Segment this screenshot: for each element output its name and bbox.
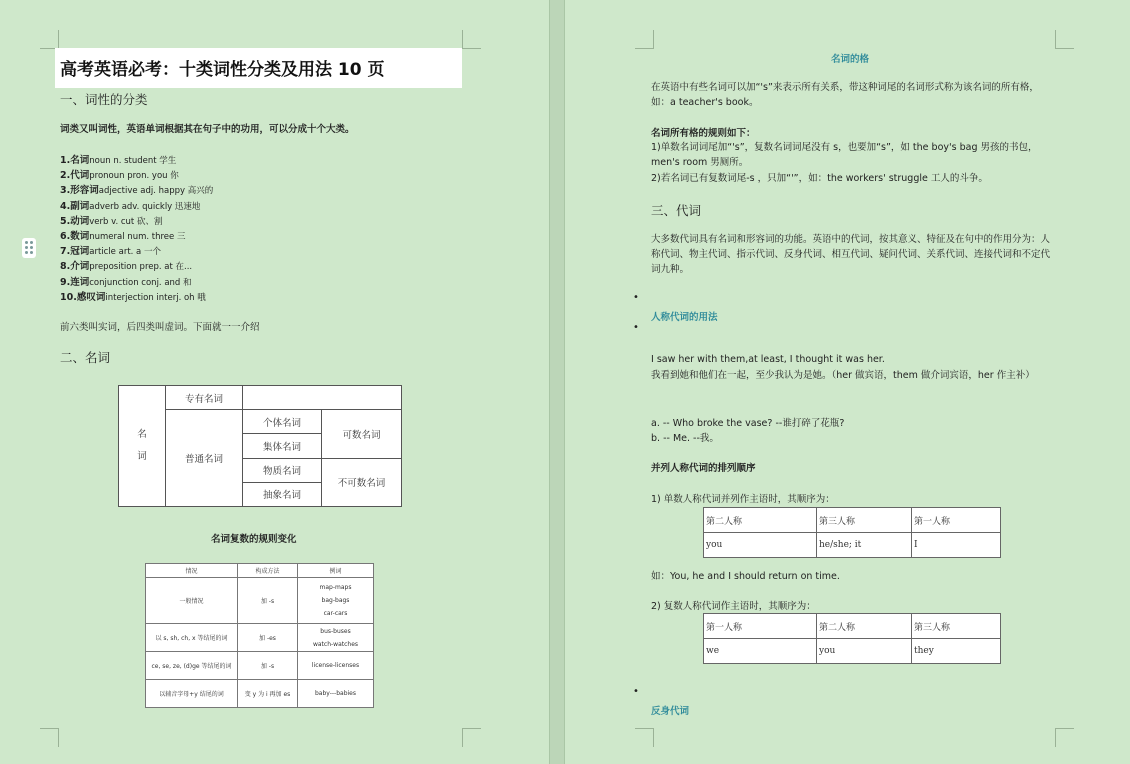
pronoun-paragraph: 大多数代词具有名词和形容词的功能。英语中的代词，按其意义、特征及在句中的作用分为：人称代词、物主代词、指示代词、反身代词、相互代词、疑问代词、关系代词、连接代词和不定代词九种。 xyxy=(651,234,1051,275)
crop-mark xyxy=(40,30,59,49)
possessive-heading: 名词的格 xyxy=(831,54,870,65)
crop-mark xyxy=(1055,728,1074,747)
section-heading: 三、代词 xyxy=(651,203,702,218)
personal-pronoun-heading: 人称代词的用法 xyxy=(651,312,718,323)
bullet: • xyxy=(633,686,639,697)
pos-list-item: 7.冠词article art. a 一个 xyxy=(60,246,161,258)
qa-a: a. -- Who broke the vase? --谁打碎了花瓶? xyxy=(651,418,845,429)
bullet: • xyxy=(633,322,639,333)
table-cell: you xyxy=(817,639,912,664)
left-page xyxy=(0,0,549,764)
order-heading: 并列人称代词的排列顺序 xyxy=(651,463,756,474)
page-gutter xyxy=(549,0,565,764)
table-cell: 第三人称 xyxy=(817,508,912,533)
pos-list-item: 1.名词noun n. student 学生 xyxy=(60,155,177,166)
plural-order-table xyxy=(703,613,1001,664)
proper-noun-cell: 专有名词 xyxy=(166,386,243,410)
drag-handle-icon[interactable] xyxy=(22,238,36,258)
crop-mark xyxy=(1055,30,1074,49)
table-cell: you xyxy=(704,533,817,558)
rules-heading: 名词所有格的规则如下： xyxy=(651,128,756,139)
table-cell: license-licenses xyxy=(298,652,374,680)
table-cell: he/she; it xyxy=(817,533,912,558)
table-cell: they xyxy=(912,639,1001,664)
rule-2: 2)若名词已有复数词尾-s ，只加“'”，如：the workers' struggle 工人的斗争。 xyxy=(651,173,988,184)
noun-classification-table xyxy=(118,385,402,507)
table-header: 情况 xyxy=(146,564,238,578)
qa-b: b. -- Me. --我。 xyxy=(651,433,719,444)
summary-text: 前六类叫实词，后四类叫虚词。下面就一一介绍 xyxy=(60,322,260,333)
crop-mark xyxy=(40,728,59,747)
possessive-paragraph: 在英语中有些名词可以加“'s”来表示所有关系，带这种词尾的名词形式称为该名词的所有格，如：a teacher's book。 xyxy=(651,82,1039,108)
singular-order-table xyxy=(703,507,1001,558)
noun-root-cell: 名 词 xyxy=(119,386,166,507)
table-cell: 加 -es xyxy=(238,624,298,652)
countable-cell: 可数名词 xyxy=(322,410,402,458)
table-cell: bus-buses watch-watches xyxy=(298,624,374,652)
table-cell: 第二人称 xyxy=(817,614,912,639)
section-heading: 一、词性的分类 xyxy=(60,92,148,107)
empty-cell xyxy=(243,386,402,410)
plural-table-title: 名词复数的规则变化 xyxy=(211,534,297,545)
table-header: 例词 xyxy=(298,564,374,578)
singular-example: 如：You, he and I should return on time. xyxy=(651,571,840,582)
plural-label: 2) 复数人称代词作主语时，其顺序为： xyxy=(651,601,816,612)
table-header: 构成方法 xyxy=(238,564,298,578)
example-cn: 我看到她和他们在一起，至少我认为是她。（her 做宾语，them 做介词宾语，her 作主补） xyxy=(651,370,1035,381)
table-cell: baby---babies xyxy=(298,680,374,708)
individual-noun-cell: 个体名词 xyxy=(243,410,322,434)
pos-list-item: 2.代词pronoun pron. you 你 xyxy=(60,170,179,182)
common-noun-cell: 普通名词 xyxy=(166,410,243,507)
table-cell: I xyxy=(912,533,1001,558)
crop-mark xyxy=(635,30,654,49)
table-cell: 第一人称 xyxy=(704,614,817,639)
collective-noun-cell: 集体名词 xyxy=(243,434,322,458)
pos-list-item: 10.感叹词interjection interj. oh 哦 xyxy=(60,291,206,303)
plural-rules-table xyxy=(145,563,374,708)
crop-mark xyxy=(462,30,481,49)
table-cell: 第三人称 xyxy=(912,614,1001,639)
uncountable-cell: 不可数名词 xyxy=(322,458,402,506)
table-cell: map-maps bag-bags car-cars xyxy=(298,578,374,624)
pos-list-item: 3.形容词adjective adj. happy 高兴的 xyxy=(60,185,214,197)
table-cell: 第一人称 xyxy=(912,508,1001,533)
table-cell: we xyxy=(704,639,817,664)
page-title: 高考英语必考：十类词性分类及用法 10 页 xyxy=(60,60,385,80)
intro-text: 词类又叫词性，英语单词根据其在句子中的功用，可以分成十个大类。 xyxy=(60,124,355,135)
crop-mark xyxy=(462,728,481,747)
pos-list-item: 9.连词conjunction conj. and 和 xyxy=(60,276,192,288)
crop-mark xyxy=(635,728,654,747)
singular-label: 1) 单数人称代词并列作主语时，其顺序为： xyxy=(651,494,835,505)
table-cell: 以辅音字母+y 结尾的词 xyxy=(146,680,238,708)
pos-list-item: 6.数词numeral num. three 三 xyxy=(60,231,186,242)
reflexive-heading: 反身代词 xyxy=(651,706,690,717)
table-cell: 加 -s xyxy=(238,652,298,680)
table-cell: ce, se, ze, (d)ge 等结尾的词 xyxy=(146,652,238,680)
pos-list-item: 8.介词preposition prep. at 在... xyxy=(60,261,193,273)
pos-list-item: 4.副词adverb adv. quickly 迅速地 xyxy=(60,200,201,212)
table-cell: 一般情况 xyxy=(146,578,238,624)
table-cell: 变 y 为 i 再加 es xyxy=(238,680,298,708)
rule-1: 1)单数名词词尾加“'s”，复数名词词尾没有 s，也要加“s”，如 the boy's bag 男孩的书包，men's room 男厕所。 xyxy=(651,142,1038,168)
abstract-noun-cell: 抽象名词 xyxy=(243,482,322,506)
table-cell: 以 s, sh, ch, x 等结尾的词 xyxy=(146,624,238,652)
example-en: I saw her with them,at least, I thought it was her. xyxy=(651,354,885,365)
pos-list-item: 5.动词verb v. cut 砍、割 xyxy=(60,215,163,227)
material-noun-cell: 物质名词 xyxy=(243,458,322,482)
bullet: • xyxy=(633,292,639,303)
section-heading: 二、名词 xyxy=(60,350,111,365)
table-cell: 第二人称 xyxy=(704,508,817,533)
table-cell: 加 -s xyxy=(238,578,298,624)
